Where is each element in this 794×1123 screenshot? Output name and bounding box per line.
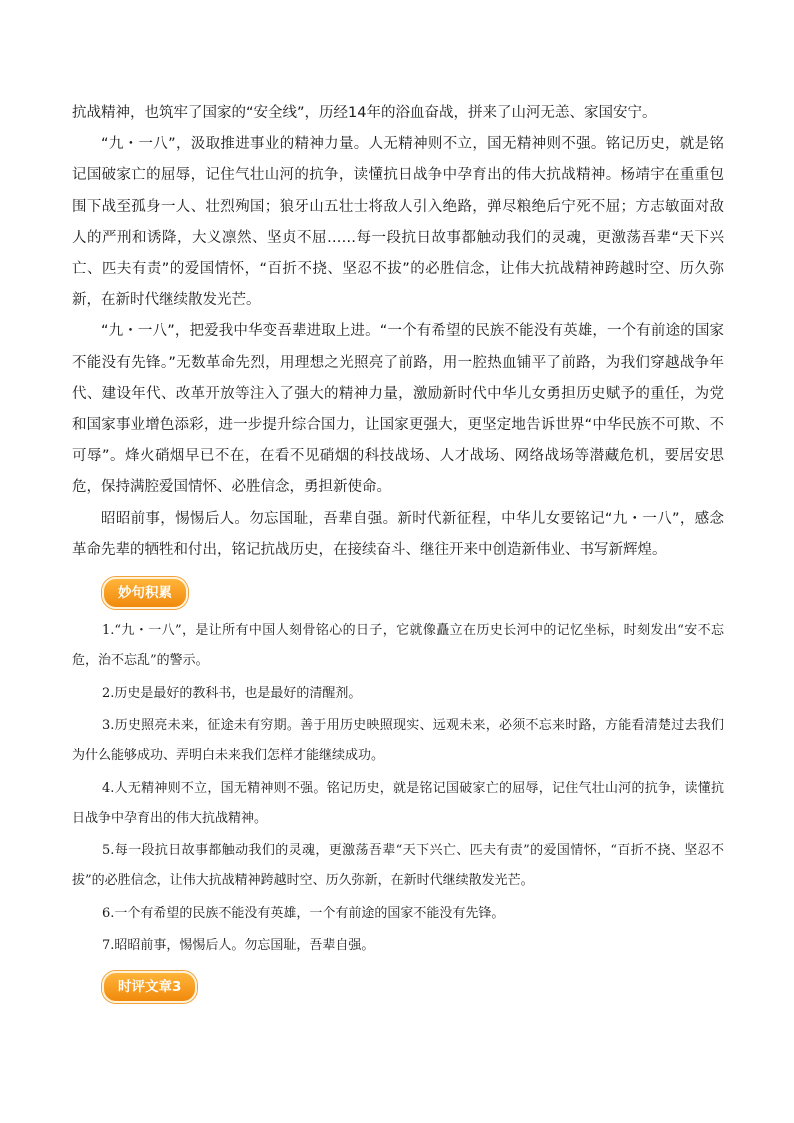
section-badge-article: 时评文章3	[102, 971, 197, 1003]
paragraph: “九・一八”，把爱我中华变吾辈进取上进。“一个有希望的民族不能没有英雄，一个有前途的国家不能没有先锋。”无数革命先烈，用理想之光照亮了前路，用一腔热血铺平了前路，为我们穿越战争年代、建设年代、改革开放等注入了强大的精神力量，激励新时代中华儿女勇担历史赋予的重任，为党和国家事业增色添彩，进一步提升综合国力，让国家更强大，更坚定地告诉世界“中华民族不可欺、不可辱”。烽火硝烟早已不在，在看不见硝烟的科技战场、人才战场、网络战场等潜藏危机，要居安思危，保持满腔爱国情怀、必胜信念，勇担新使命。	[72, 323, 724, 496]
quote-item: 7.昭昭前事，惕惕后人。勿忘国耻，吾辈自强。	[102, 938, 375, 953]
paragraph: 昭昭前事，惕惕后人。勿忘国耻，吾辈自强。新时代新征程，中华儿女要铭记“九・一八”，感念革命先辈的牺牲和付出，铭记抗战历史，在接续奋斗、继往开来中创造新伟业、书写新辉煌。	[72, 510, 724, 558]
quote-item: 5.每一段抗日故事都触动我们的灵魂，更激荡吾辈“天下兴亡、匹夫有责”的爱国情怀，“百折不挠、坚忍不拔”的必胜信念，让伟大抗战精神跨越时空、历久弥新，在新时代继续散发光芒。	[72, 843, 724, 888]
quote-item: 1.“九・一八”，是让所有中国人刻骨铭心的日子，它就像矗立在历史长河中的记忆坐标，时刻发出“安不忘危，治不忘乱”的警示。	[72, 623, 724, 668]
article-body	[72, 98, 724, 566]
quote-item: 3.历史照亮未来，征途未有穷期。善于用历史映照现实、远观未来，必须不忘来时路，方能看清楚过去我们为什么能够成功、弄明白未来我们怎样才能继续成功。	[72, 718, 724, 763]
quote-item: 2.历史是最好的教科书，也是最好的清醒剂。	[102, 685, 362, 701]
quote-list	[72, 616, 724, 964]
quote-item: 4.人无精神则不立，国无精神则不强。铭记历史，就是铭记国破家亡的屈辱，记住气壮山河的抗争，读懂抗日战争中孕育出的伟大抗战精神。	[72, 780, 724, 826]
paragraph-continued: 抗战精神，也筑牢了国家的“安全线”，历经14年的浴血奋战，拼来了山河无恙、家国安宁。	[72, 105, 657, 121]
paragraph: “九・一八”，汲取推进事业的精神力量。人无精神则不立，国无精神则不强。铭记历史，就是铭记国破家亡的屈辱，记住气壮山河的抗争，读懂抗日战争中孕育出的伟大抗战精神。杨靖宇在重重包围下战至孤身一人、壮烈殉国；狼牙山五壮士将敌人引入绝路，弹尽粮绝后宁死不屈；方志敏面对敌人的严刑和诱降，大义凛然、坚贞不屈……每一段抗日故事都触动我们的灵魂，更激荡吾辈“天下兴亡、匹夫有责”的爱国情怀，“百折不挠、坚忍不拔”的必胜信念，让伟大抗战精神跨越时空、历久弥新，在新时代继续散发光芒。	[72, 136, 724, 309]
quote-item: 6.一个有希望的民族不能没有英雄，一个有前途的国家不能没有先锋。	[102, 905, 505, 921]
section-badge-quotes: 妙句积累	[102, 577, 188, 609]
